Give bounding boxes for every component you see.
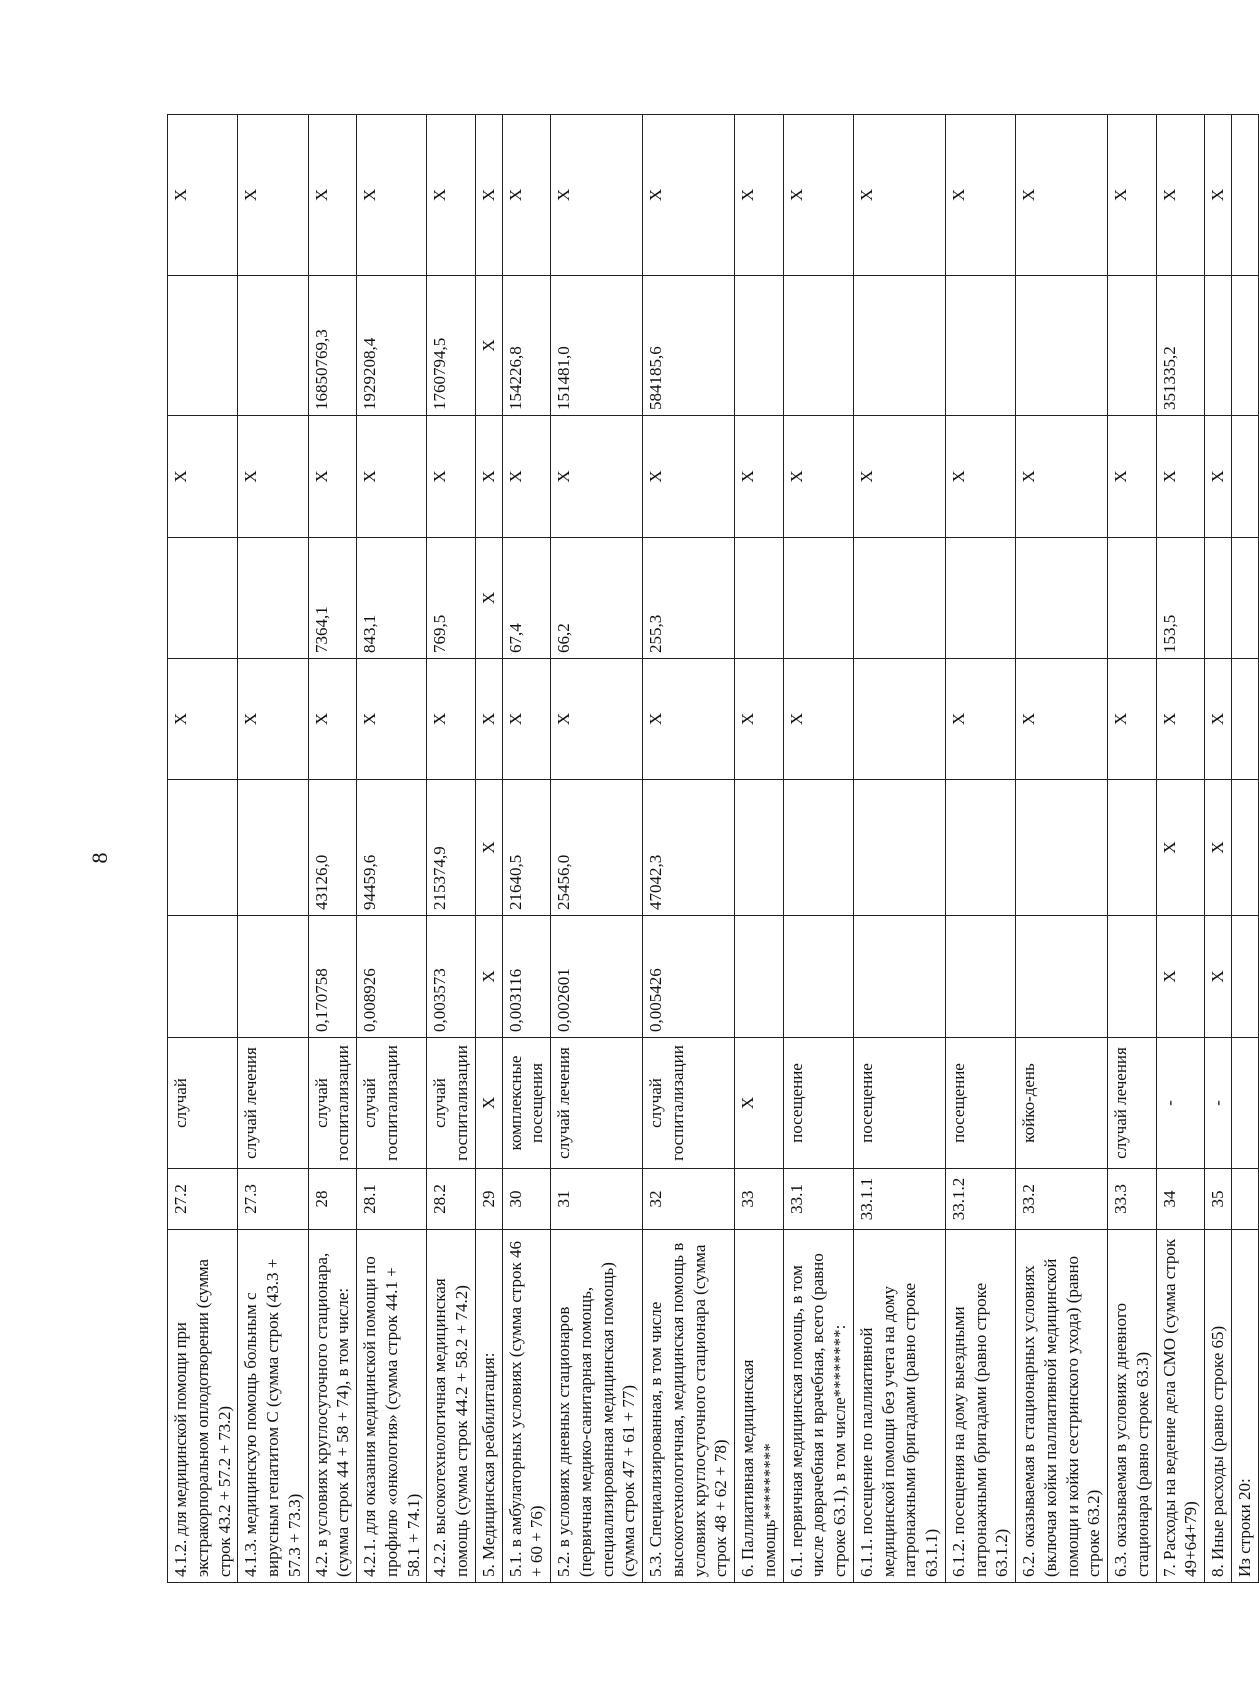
row-value: 43126,0: [308, 780, 357, 916]
row-value: [1205, 276, 1232, 416]
row-value: X: [1156, 780, 1205, 916]
row-value: [168, 276, 238, 416]
row-value: 0,170758: [308, 916, 357, 1038]
row-value: X: [783, 659, 853, 780]
row-value: X: [427, 659, 476, 780]
row-value: [853, 538, 945, 659]
row-label: 4.2. в условиях круглосуточного стационара, (сумма строк 44 + 58 + 74), в том числе:: [308, 1230, 357, 1583]
row-value: [1231, 916, 1258, 1038]
row-unit: -: [1156, 1038, 1205, 1169]
row-value: X: [475, 780, 502, 916]
row-value: [853, 659, 945, 780]
row-value: [238, 916, 308, 1038]
row-code: 32: [643, 1169, 735, 1230]
row-value: X: [945, 115, 1015, 276]
row-unit: случай лечения: [551, 1038, 643, 1169]
row-value: [1016, 780, 1108, 916]
row-value: 25456,0: [551, 780, 643, 916]
row-value: [853, 916, 945, 1038]
row-value: X: [735, 115, 784, 276]
row-label: Из строки 20:: [1231, 1230, 1258, 1583]
row-value: X: [643, 115, 735, 276]
row-value: X: [475, 538, 502, 659]
row-value: [783, 538, 853, 659]
row-value: [945, 780, 1015, 916]
row-unit: посещение: [853, 1038, 945, 1169]
table-row: [1016, 115, 1108, 1583]
row-label: 6. Паллиативная медицинская помощь*********: [735, 1230, 784, 1583]
row-value: X: [1016, 115, 1108, 276]
row-unit: случай лечения: [1108, 1038, 1157, 1169]
row-value: X: [238, 115, 308, 276]
row-value: X: [783, 115, 853, 276]
table-row: [502, 115, 551, 1583]
row-value: [783, 276, 853, 416]
row-value: X: [643, 659, 735, 780]
row-label: 6.2. оказываемая в стационарных условиях (включая койки паллиативной медицинской помощи и койки сестринского ухода) (равно строке 63.2): [1016, 1230, 1108, 1583]
row-value: 0,003116: [502, 916, 551, 1038]
row-value: X: [308, 659, 357, 780]
table-row: [1231, 115, 1258, 1583]
row-value: [783, 780, 853, 916]
row-value: X: [853, 115, 945, 276]
row-value: 66,2: [551, 538, 643, 659]
row-value: [1016, 276, 1108, 416]
row-value: 351335,2: [1156, 276, 1205, 416]
row-value: X: [1156, 916, 1205, 1038]
table-row: [1108, 115, 1157, 1583]
row-value: X: [1205, 659, 1232, 780]
row-value: [1231, 115, 1258, 276]
row-label: 5. Медицинская реабилитация:: [475, 1230, 502, 1583]
table-row: [427, 115, 476, 1583]
row-value: X: [1205, 916, 1232, 1038]
row-code: 30: [502, 1169, 551, 1230]
table-row: [735, 115, 784, 1583]
row-value: 47042,3: [643, 780, 735, 916]
row-unit: случай госпитализации: [427, 1038, 476, 1169]
row-value: [735, 780, 784, 916]
row-value: [945, 916, 1015, 1038]
row-value: [1231, 659, 1258, 780]
row-value: X: [945, 659, 1015, 780]
table-row: [357, 115, 427, 1583]
row-code: 27.2: [168, 1169, 238, 1230]
row-value: 769,5: [427, 538, 476, 659]
row-value: [1016, 538, 1108, 659]
row-value: [1231, 416, 1258, 538]
row-value: X: [475, 276, 502, 416]
table-row: [308, 115, 357, 1583]
row-code: 31: [551, 1169, 643, 1230]
table-row: [475, 115, 502, 1583]
row-label: 6.1.2. посещения на дому выездными патронажными бригадами (равно строке 63.1.2): [945, 1230, 1015, 1583]
row-code: 33.1.2: [945, 1169, 1015, 1230]
row-value: [1205, 538, 1232, 659]
row-value: X: [1205, 115, 1232, 276]
financing-table: [167, 114, 1259, 1583]
row-label: 6.3. оказываемая в условиях дневного стационара (равно строке 63.3): [1108, 1230, 1157, 1583]
row-label: 6.1. первичная медицинская помощь, в том числе доврачебная и врачебная, всего (равно строке 63.1), в том числе********:: [783, 1230, 853, 1583]
row-label: 5.1. в амбулаторных условиях (сумма строк 46 + 60 + 76): [502, 1230, 551, 1583]
row-value: [238, 538, 308, 659]
table-row: [853, 115, 945, 1583]
row-value: X: [357, 659, 427, 780]
row-value: 0,008926: [357, 916, 427, 1038]
row-value: X: [1156, 416, 1205, 538]
row-label: 4.1.2. для медицинской помощи при экстракорпоральном оплодотворении (сумма строк 43.2 + 57.2 + 73.2): [168, 1230, 238, 1583]
row-value: 0,003573: [427, 916, 476, 1038]
row-value: X: [502, 659, 551, 780]
table-row: [1156, 115, 1205, 1583]
row-unit: случай лечения: [238, 1038, 308, 1169]
row-code: 29: [475, 1169, 502, 1230]
row-value: X: [1205, 780, 1232, 916]
table-row: [643, 115, 735, 1583]
row-value: 0,002601: [551, 916, 643, 1038]
row-value: X: [308, 115, 357, 276]
row-value: X: [357, 416, 427, 538]
row-label: 4.2.1. для оказания медицинской помощи по профилю «онкология» (сумма строк 44.1 + 58.1 + 74.1): [357, 1230, 427, 1583]
row-value: [945, 276, 1015, 416]
row-value: X: [735, 659, 784, 780]
row-code: 28.1: [357, 1169, 427, 1230]
row-label: 6.1.1. посещение по паллиативной медицинской помощи без учета на дому патронажными бригадами (равно строке 63.1.1): [853, 1230, 945, 1583]
row-value: X: [168, 416, 238, 538]
row-code: 33.3: [1108, 1169, 1157, 1230]
row-label: 5.2. в условиях дневных стационаров (первичная медико-санитарная помощь, специализированная медицинская помощь) (сумма строк 47 + 61 + 77): [551, 1230, 643, 1583]
table-row: [238, 115, 308, 1583]
row-unit: случай госпитализации: [643, 1038, 735, 1169]
row-value: 153,5: [1156, 538, 1205, 659]
row-value: [853, 276, 945, 416]
row-value: [1231, 538, 1258, 659]
row-value: X: [1156, 115, 1205, 276]
row-value: X: [427, 416, 476, 538]
row-unit: посещение: [945, 1038, 1015, 1169]
row-unit: -: [1205, 1038, 1232, 1169]
row-value: X: [168, 115, 238, 276]
row-value: 21640,5: [502, 780, 551, 916]
row-value: [735, 538, 784, 659]
row-value: [853, 780, 945, 916]
row-code: 33: [735, 1169, 784, 1230]
row-value: 1760794,5: [427, 276, 476, 416]
row-value: X: [1108, 659, 1157, 780]
row-unit: комплексные посещения: [502, 1038, 551, 1169]
row-value: X: [1108, 115, 1157, 276]
row-value: 215374,9: [427, 780, 476, 916]
row-value: X: [168, 659, 238, 780]
row-value: X: [502, 115, 551, 276]
table-row: [551, 115, 643, 1583]
row-label: 5.3. Специализированная, в том числе высокотехнологичная, медицинская помощь в условиях круглосуточного стационара (сумма строк 48 + 62 + 78): [643, 1230, 735, 1583]
row-value: 16850769,3: [308, 276, 357, 416]
row-value: 255,3: [643, 538, 735, 659]
row-value: [1108, 276, 1157, 416]
row-unit: [1231, 1038, 1258, 1169]
row-value: [1016, 916, 1108, 1038]
page-number: 8: [87, 852, 112, 864]
row-value: X: [427, 115, 476, 276]
row-value: X: [308, 416, 357, 538]
row-code: 28.2: [427, 1169, 476, 1230]
row-value: [168, 916, 238, 1038]
row-value: [1231, 780, 1258, 916]
row-unit: X: [475, 1038, 502, 1169]
table-row: [1205, 115, 1232, 1583]
row-value: 1929208,4: [357, 276, 427, 416]
row-label: 8. Иные расходы (равно строке 65): [1205, 1230, 1232, 1583]
row-value: 154226,8: [502, 276, 551, 416]
row-value: X: [475, 659, 502, 780]
row-value: X: [853, 416, 945, 538]
row-value: X: [1016, 659, 1108, 780]
row-value: X: [735, 416, 784, 538]
row-unit: случай: [168, 1038, 238, 1169]
row-value: [1108, 916, 1157, 1038]
row-value: 843,1: [357, 538, 427, 659]
row-value: [783, 916, 853, 1038]
row-value: X: [502, 416, 551, 538]
row-value: [238, 780, 308, 916]
row-value: X: [945, 416, 1015, 538]
row-code: 33.1.1: [853, 1169, 945, 1230]
row-value: [945, 538, 1015, 659]
row-code: 27.3: [238, 1169, 308, 1230]
table-row: [168, 115, 238, 1583]
row-value: 7364,1: [308, 538, 357, 659]
row-unit: случай госпитализации: [357, 1038, 427, 1169]
row-code: [1231, 1169, 1258, 1230]
row-value: X: [238, 659, 308, 780]
row-code: 33.1: [783, 1169, 853, 1230]
row-value: X: [783, 416, 853, 538]
row-value: X: [475, 115, 502, 276]
row-unit: X: [735, 1038, 784, 1169]
row-value: [735, 276, 784, 416]
row-value: [1231, 276, 1258, 416]
row-value: X: [357, 115, 427, 276]
table-row: [783, 115, 853, 1583]
row-value: [1108, 538, 1157, 659]
row-unit: койко-день: [1016, 1038, 1108, 1169]
row-value: X: [551, 659, 643, 780]
row-value: X: [1205, 416, 1232, 538]
rotated-table-wrapper: [167, 115, 1254, 1583]
row-code: 34: [1156, 1169, 1205, 1230]
row-value: [1108, 780, 1157, 916]
row-value: X: [1156, 659, 1205, 780]
row-value: 584185,6: [643, 276, 735, 416]
row-value: [168, 780, 238, 916]
row-value: X: [551, 115, 643, 276]
row-value: 94459,6: [357, 780, 427, 916]
row-unit: посещение: [783, 1038, 853, 1169]
row-value: 0,005426: [643, 916, 735, 1038]
row-unit: случай госпитализации: [308, 1038, 357, 1169]
row-label: 4.2.2. высокотехнологичная медицинская помощь (сумма строк 44.2 + 58.2 + 74.2): [427, 1230, 476, 1583]
row-value: X: [551, 416, 643, 538]
row-value: X: [475, 916, 502, 1038]
row-value: 67,4: [502, 538, 551, 659]
row-value: [168, 538, 238, 659]
row-code: 28: [308, 1169, 357, 1230]
row-value: 151481,0: [551, 276, 643, 416]
row-value: X: [238, 416, 308, 538]
row-value: [238, 276, 308, 416]
table-row: [945, 115, 1015, 1583]
row-code: 33.2: [1016, 1169, 1108, 1230]
row-code: 35: [1205, 1169, 1232, 1230]
row-label: 4.1.3. медицинскую помощь больным с вирусным гепатитом С (сумма строк (43.3 + 57.3 + 73.3): [238, 1230, 308, 1583]
row-value: X: [1108, 416, 1157, 538]
row-value: [735, 916, 784, 1038]
row-value: X: [643, 416, 735, 538]
row-label: 7. Расходы на ведение дела СМО (сумма строк 49+64+79): [1156, 1230, 1205, 1583]
row-value: X: [475, 416, 502, 538]
row-value: X: [1016, 416, 1108, 538]
